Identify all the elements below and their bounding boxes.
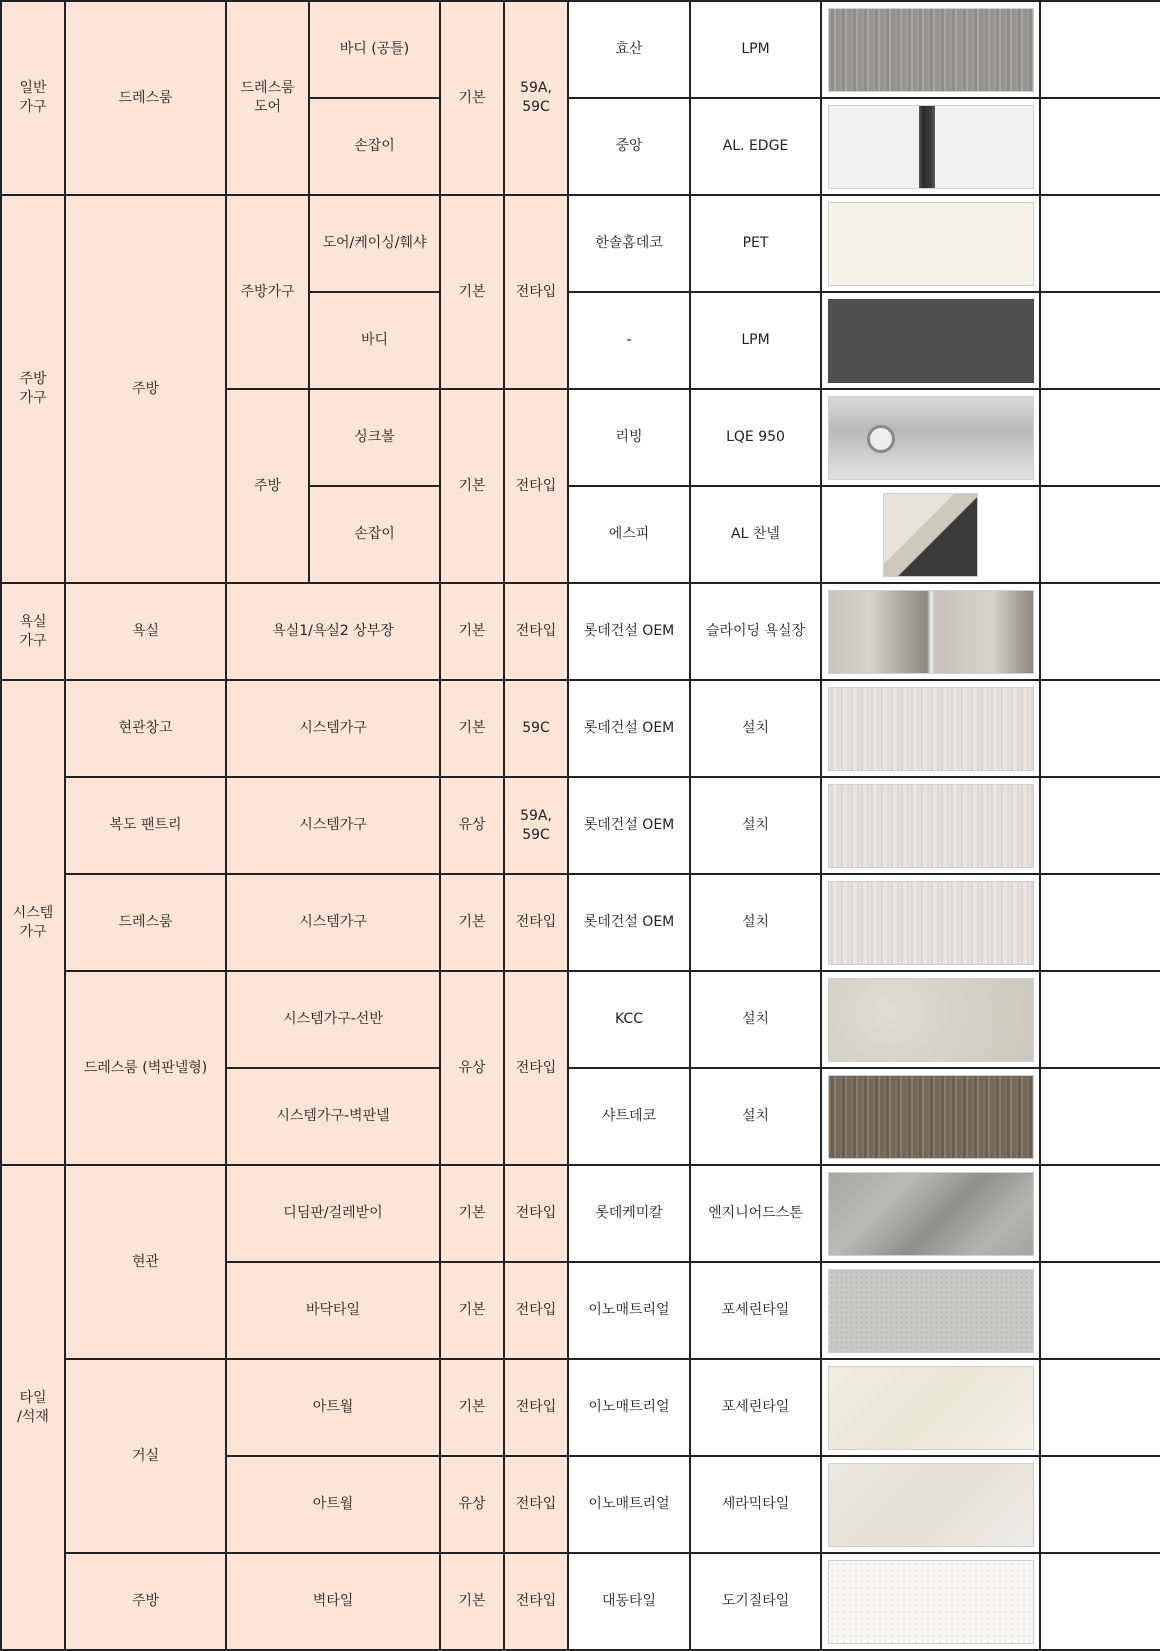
item-cell: 시스템가구-벽판넬 bbox=[226, 1068, 440, 1165]
spec-cell: 세라믹타일 bbox=[690, 1456, 821, 1553]
swatch-cell bbox=[821, 292, 1040, 389]
table-row bbox=[1, 874, 1160, 971]
table-row bbox=[1, 1, 1160, 98]
spec-cell: 설치 bbox=[690, 1068, 821, 1165]
stone-gray-swatch bbox=[828, 1172, 1034, 1256]
item-cell: 욕실1/욕실2 상부장 bbox=[226, 583, 440, 680]
type-cell: 전타입 bbox=[504, 195, 568, 389]
dark-gray-swatch bbox=[828, 299, 1034, 383]
remark-cell bbox=[1040, 1068, 1160, 1165]
type-cell: 전타입 bbox=[504, 1262, 568, 1359]
remark-cell bbox=[1040, 292, 1160, 389]
option-cell: 기본 bbox=[440, 1262, 504, 1359]
bathroom-cabinet-photo bbox=[828, 590, 1034, 674]
item-cell: 시스템가구 bbox=[226, 777, 440, 874]
swatch-cell bbox=[821, 777, 1040, 874]
spec-cell: 설치 bbox=[690, 971, 821, 1068]
type-cell: 전타입 bbox=[504, 1359, 568, 1456]
maker-cell: 리빙 bbox=[568, 389, 690, 486]
maker-cell: 한솔홈데코 bbox=[568, 195, 690, 292]
maker-cell: 롯데건설 OEM bbox=[568, 680, 690, 777]
item-cell: 바닥타일 bbox=[226, 1262, 440, 1359]
handle-edge-swatch bbox=[828, 105, 1034, 189]
terrazzo-swatch bbox=[828, 1269, 1034, 1353]
spec-cell: 설치 bbox=[690, 680, 821, 777]
part-cell: 손잡이 bbox=[309, 486, 440, 583]
category-cell: 시스템 가구 bbox=[1, 680, 65, 1165]
table-row bbox=[1, 971, 1160, 1068]
type-cell: 전타입 bbox=[504, 1165, 568, 1262]
leather-swatch bbox=[828, 978, 1034, 1062]
swatch-cell bbox=[821, 195, 1040, 292]
remark-cell bbox=[1040, 1553, 1160, 1650]
spec-cell: 설치 bbox=[690, 777, 821, 874]
part-cell: 싱크볼 bbox=[309, 389, 440, 486]
maker-cell: 롯데건설 OEM bbox=[568, 874, 690, 971]
swatch-cell bbox=[821, 98, 1040, 195]
type-cell: 59A, 59C bbox=[504, 777, 568, 874]
remark-cell bbox=[1040, 1165, 1160, 1262]
remark-cell bbox=[1040, 583, 1160, 680]
space-cell: 주방 bbox=[65, 195, 226, 583]
item-cell: 벽타일 bbox=[226, 1553, 440, 1650]
swatch-cell bbox=[821, 583, 1040, 680]
maker-cell: 롯데케미칼 bbox=[568, 1165, 690, 1262]
swatch-cell bbox=[821, 971, 1040, 1068]
space-cell: 드레스룸 bbox=[65, 1, 226, 195]
remark-cell bbox=[1040, 98, 1160, 195]
option-cell: 기본 bbox=[440, 1, 504, 195]
swatch-cell bbox=[821, 1262, 1040, 1359]
wood-light-swatch bbox=[828, 687, 1034, 771]
part-cell: 손잡이 bbox=[309, 98, 440, 195]
item-cell: 아트월 bbox=[226, 1359, 440, 1456]
option-cell: 기본 bbox=[440, 1359, 504, 1456]
remark-cell bbox=[1040, 389, 1160, 486]
maker-cell: 이노매트리얼 bbox=[568, 1262, 690, 1359]
space-cell: 현관 bbox=[65, 1165, 226, 1359]
item-cell: 아트월 bbox=[226, 1456, 440, 1553]
maker-cell: KCC bbox=[568, 971, 690, 1068]
swatch-cell bbox=[821, 1165, 1040, 1262]
spec-cell: LPM bbox=[690, 1, 821, 98]
remark-cell bbox=[1040, 1456, 1160, 1553]
remark-cell bbox=[1040, 195, 1160, 292]
spec-cell: LQE 950 bbox=[690, 389, 821, 486]
type-cell: 전타입 bbox=[504, 1456, 568, 1553]
remark-cell bbox=[1040, 1, 1160, 98]
table-row bbox=[1, 583, 1160, 680]
space-cell: 거실 bbox=[65, 1359, 226, 1553]
spec-cell: PET bbox=[690, 195, 821, 292]
maker-cell: 에스피 bbox=[568, 486, 690, 583]
remark-cell bbox=[1040, 680, 1160, 777]
spec-cell: AL. EDGE bbox=[690, 98, 821, 195]
type-cell: 전타입 bbox=[504, 874, 568, 971]
remark-cell bbox=[1040, 874, 1160, 971]
spec-cell: 설치 bbox=[690, 874, 821, 971]
option-cell: 유상 bbox=[440, 777, 504, 874]
type-cell: 전타입 bbox=[504, 389, 568, 583]
item-cell: 디딤판/걸레받이 bbox=[226, 1165, 440, 1262]
type-cell: 전타입 bbox=[504, 583, 568, 680]
maker-cell: 롯데건설 OEM bbox=[568, 777, 690, 874]
item-cell: 시스템가구 bbox=[226, 874, 440, 971]
type-cell: 59A, 59C bbox=[504, 1, 568, 195]
spec-cell: 포세린타일 bbox=[690, 1262, 821, 1359]
option-cell: 유상 bbox=[440, 971, 504, 1165]
option-cell: 기본 bbox=[440, 1553, 504, 1650]
spec-cell: LPM bbox=[690, 292, 821, 389]
maker-cell: - bbox=[568, 292, 690, 389]
space-cell: 현관창고 bbox=[65, 680, 226, 777]
remark-cell bbox=[1040, 1262, 1160, 1359]
swatch-cell bbox=[821, 1068, 1040, 1165]
table-row bbox=[1, 1165, 1160, 1262]
remark-cell bbox=[1040, 777, 1160, 874]
item-cell: 드레스룸 도어 bbox=[226, 1, 309, 195]
swatch-cell bbox=[821, 1359, 1040, 1456]
spec-cell: 슬라이딩 욕실장 bbox=[690, 583, 821, 680]
swatch-cell bbox=[821, 680, 1040, 777]
part-cell: 바디 (공틀) bbox=[309, 1, 440, 98]
part-cell: 바디 bbox=[309, 292, 440, 389]
swatch-cell bbox=[821, 1, 1040, 98]
option-cell: 기본 bbox=[440, 583, 504, 680]
remark-cell bbox=[1040, 1359, 1160, 1456]
swatch-cell bbox=[821, 486, 1040, 583]
item-cell: 시스템가구 bbox=[226, 680, 440, 777]
table-row bbox=[1, 777, 1160, 874]
wood-gray-swatch bbox=[828, 8, 1034, 92]
item-cell: 주방가구 bbox=[226, 195, 309, 389]
swatch-cell bbox=[821, 389, 1040, 486]
maker-cell: 이노매트리얼 bbox=[568, 1359, 690, 1456]
category-cell: 주방 가구 bbox=[1, 195, 65, 583]
wood-brown-swatch bbox=[828, 1075, 1034, 1159]
category-cell: 욕실 가구 bbox=[1, 583, 65, 680]
table-row bbox=[1, 195, 1160, 292]
space-cell: 복도 팬트리 bbox=[65, 777, 226, 874]
option-cell: 기본 bbox=[440, 389, 504, 583]
table-row bbox=[1, 680, 1160, 777]
option-cell: 유상 bbox=[440, 1456, 504, 1553]
table-row bbox=[1, 1553, 1160, 1650]
option-cell: 기본 bbox=[440, 1165, 504, 1262]
category-cell: 타일 /석재 bbox=[1, 1165, 65, 1650]
swatch-cell bbox=[821, 1456, 1040, 1553]
type-cell: 전타입 bbox=[504, 1553, 568, 1650]
maker-cell: 이노매트리얼 bbox=[568, 1456, 690, 1553]
swatch-cell bbox=[821, 874, 1040, 971]
drain-icon bbox=[867, 425, 895, 453]
option-cell: 기본 bbox=[440, 680, 504, 777]
type-cell: 전타입 bbox=[504, 971, 568, 1165]
wood-light-swatch bbox=[828, 881, 1034, 965]
spec-cell: 도기질타일 bbox=[690, 1553, 821, 1650]
white-speck-swatch bbox=[828, 1560, 1034, 1644]
maker-cell: 효산 bbox=[568, 1, 690, 98]
wood-light-swatch bbox=[828, 784, 1034, 868]
spec-cell: 포세린타일 bbox=[690, 1359, 821, 1456]
part-cell: 도어/케이싱/훼샤 bbox=[309, 195, 440, 292]
maker-cell: 샤트데코 bbox=[568, 1068, 690, 1165]
swatch-cell bbox=[821, 1553, 1040, 1650]
ivory-stone-swatch bbox=[828, 1463, 1034, 1547]
item-cell: 시스템가구-선반 bbox=[226, 971, 440, 1068]
space-cell: 드레스룸 bbox=[65, 874, 226, 971]
spec-cell: AL 찬넬 bbox=[690, 486, 821, 583]
channel-handle-photo bbox=[883, 493, 978, 577]
remark-cell bbox=[1040, 486, 1160, 583]
category-cell: 일반 가구 bbox=[1, 1, 65, 195]
maker-cell: 대동타일 bbox=[568, 1553, 690, 1650]
item-cell: 주방 bbox=[226, 389, 309, 583]
type-cell: 59C bbox=[504, 680, 568, 777]
maker-cell: 중앙 bbox=[568, 98, 690, 195]
space-cell: 욕실 bbox=[65, 583, 226, 680]
beige-stone-swatch bbox=[828, 1366, 1034, 1450]
remark-cell bbox=[1040, 971, 1160, 1068]
option-cell: 기본 bbox=[440, 874, 504, 971]
table-row bbox=[1, 1359, 1160, 1456]
sink-bowl-photo bbox=[828, 396, 1034, 480]
cream-swatch bbox=[828, 202, 1034, 286]
space-cell: 주방 bbox=[65, 1553, 226, 1650]
space-cell: 드레스룸 (벽판넬형) bbox=[65, 971, 226, 1165]
option-cell: 기본 bbox=[440, 195, 504, 389]
maker-cell: 롯데건설 OEM bbox=[568, 583, 690, 680]
spec-cell: 엔지니어드스톤 bbox=[690, 1165, 821, 1262]
